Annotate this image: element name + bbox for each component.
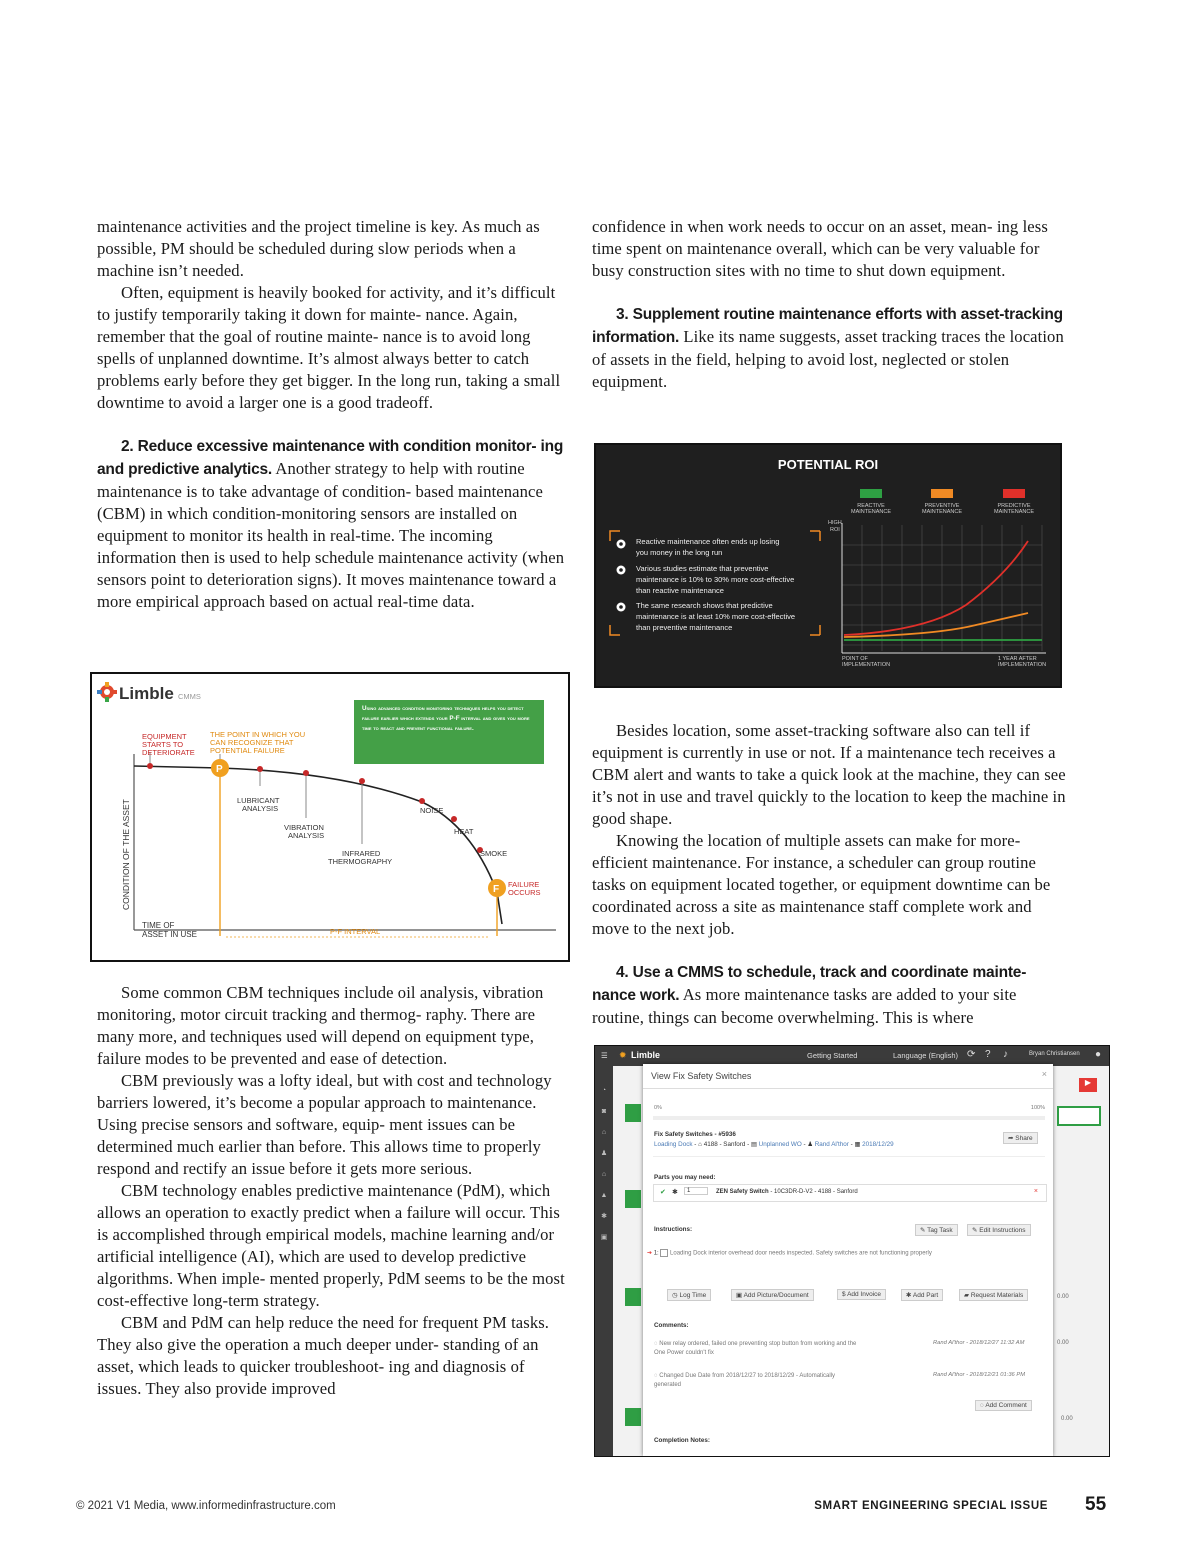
f-marker-label: F [493, 884, 500, 895]
add-invoice-button[interactable]: $ Add Invoice [837, 1289, 886, 1300]
task-location-link[interactable]: Loading Dock [654, 1141, 693, 1148]
equipment-label [142, 732, 195, 757]
instruction-row: ➔ 1: Loading Dock interior overhead door needs inspected. Safety switches are not functioning properly [647, 1250, 932, 1257]
svg-text:CAN RECOGNIZE THAT: CAN RECOGNIZE THAT [210, 738, 294, 747]
section-heading: 2. Reduce excessive maintenance with condition monitor- ing and predictive analytics. [97, 438, 564, 478]
right-column-middle [592, 720, 1066, 1029]
svg-text:than preventive maintenance: than preventive maintenance [636, 623, 733, 632]
youtube-icon[interactable]: ▶ [1079, 1078, 1097, 1092]
part-row [653, 1184, 1047, 1202]
bg-value: 0.00 [1061, 1416, 1073, 1422]
comment-icon: ◌ [654, 1341, 658, 1347]
point [451, 816, 457, 822]
paragraph: CBM technology enables predictive maintenance (PdM), which allows an operation to exactly predict when a failure will occur. This is accomplished through empirical models, machine learning and/or artificial intelligence (AI), which are used to develop predictive algorithms. When imple- mented properly, PdM seems to be the most cost-effective long-term strategy. [97, 1181, 565, 1310]
x-axis-label-2: ASSET IN USE [142, 930, 197, 939]
section-4-paragraph [592, 961, 1066, 1029]
add-part-button[interactable]: ✱ Add Part [901, 1289, 943, 1301]
roi-x-start: POINT OF [842, 656, 868, 662]
infrared-label: INFRARED [342, 849, 381, 858]
failure-label [508, 880, 541, 897]
point [147, 763, 153, 769]
user-icon[interactable]: ● [1095, 1049, 1102, 1060]
progress-end: 100% [1030, 1105, 1045, 1111]
svg-text:FAILURE: FAILURE [508, 880, 540, 889]
roi-bullet-2: Various studies estimate that preventive [636, 564, 769, 573]
y-axis-label: CONDITION OF THE ASSET [121, 799, 131, 910]
task-user: Rand Al'thor [814, 1141, 849, 1148]
legend-predictive-swatch [1003, 489, 1025, 498]
svg-text:IMPLEMENTATION: IMPLEMENTATION [998, 662, 1047, 668]
legend-reactive: REACTIVE [857, 503, 885, 509]
svg-text:MAINTENANCE: MAINTENANCE [921, 509, 963, 515]
paragraph: CBM previously was a lofty ideal, but with cost and technology barriers lowered, it’s become a popular approach to maintenance. Using precise sensors and software, equip- ment issues can be determined much earlier than before. This allows time to properly respond and rectify an issue before it gets more serious. [97, 1071, 552, 1178]
bg-search-box [1057, 1106, 1101, 1126]
tag-task-button[interactable]: ✎ Tag Task [915, 1224, 958, 1236]
task-date: 2018/12/29 [862, 1141, 894, 1148]
paragraph: Often, equipment is heavily booked for activity, and it’s difficult to justify temporarily taking it down for mainte- nance. Again, remember that the goal of routine mainte- nance is to avoid long spells of unplanned downtime. It’s almost always better to catch problems early before they get bigger. In the long run, taking a small downtime to avoid a larger one is a good tradeoff. [97, 283, 561, 412]
svg-text:maintenance is 10% to 30% more: maintenance is 10% to 30% more cost-effective [636, 575, 795, 584]
vibration-label: VIBRATION [284, 823, 324, 832]
sidebar-item-assets-icon[interactable]: ◙ [601, 1108, 607, 1115]
left-column-top [97, 216, 569, 613]
bg-card-green [625, 1408, 641, 1426]
svg-text:ROI: ROI [830, 527, 840, 533]
limble-logo-icon: ✹ [619, 1050, 627, 1060]
task-type: Unplanned WO [758, 1141, 802, 1148]
svg-text:IMPLEMENTATION: IMPLEMENTATION [842, 662, 891, 668]
page-number: 55 [1085, 1494, 1107, 1515]
svg-text:DETERIORATE: DETERIORATE [142, 748, 195, 757]
right-column-top [592, 216, 1066, 393]
series-predictive [844, 541, 1028, 635]
svg-text:THE POINT IN WHICH YOU: THE POINT IN WHICH YOU [210, 730, 306, 739]
app-sidebar [595, 1066, 613, 1456]
sidebar-item-home-icon[interactable]: ⌂ [601, 1129, 607, 1136]
paragraph-text: As more maintenance tasks are added to your site routine, things can become overwhelming. This is where [592, 985, 1017, 1027]
user-icon: ♟ [807, 1141, 813, 1148]
roi-figure [594, 443, 1062, 688]
remove-part-icon[interactable]: × [1033, 1188, 1038, 1195]
roi-y-label: HIGH [828, 520, 842, 526]
point [419, 798, 425, 804]
instruction-text: Loading Dock interior overhead door needs inspected. Safety switches are not functioning properly [670, 1250, 932, 1257]
svg-text:you money in the long run: you money in the long run [636, 548, 723, 557]
comments-label: Comments: [654, 1322, 689, 1329]
app-top-bar [595, 1046, 1109, 1066]
paragraph: Knowing the location of multiple assets can make for more-efficient maintenance. For instance, a scheduler can group routine tasks on equipment located together, or equipment downtime can be coordinated across a site as maintenance staff complete work and move to the next job. [592, 831, 1051, 938]
svg-text:STARTS TO: STARTS TO [142, 740, 184, 749]
part-quantity-input[interactable]: 1 [684, 1187, 708, 1195]
point [257, 766, 263, 772]
svg-text:ANALYSIS: ANALYSIS [288, 831, 325, 840]
app-brand: Limble [631, 1050, 661, 1060]
getting-started-link[interactable]: Getting Started [807, 1051, 858, 1060]
gear-icon[interactable]: ✱ [672, 1189, 678, 1196]
home-icon: ⌂ [698, 1141, 702, 1148]
roi-x-end: 1 YEAR AFTER [998, 656, 1037, 662]
paragraph: Besides location, some asset-tracking software also can tell if equipment is currently in use or not. If a maintenance tech receives a CBM alert and wants to take a quick look at the machine, they can see it’s not in use and travel quickly to the location to keep the machine in good shape. [592, 721, 1066, 828]
footer-copyright: © 2021 V1 Media, www.informedinfrastructure.com [76, 1500, 336, 1512]
roi-chart [596, 445, 1060, 686]
bg-value: 0.00 [1057, 1340, 1069, 1346]
arrow-icon: ➔ [647, 1250, 653, 1257]
task-modal [643, 1064, 1053, 1456]
svg-text:than reactive maintenance: than reactive maintenance [636, 586, 724, 595]
sidebar-item-users-icon[interactable]: ♟ [600, 1150, 608, 1157]
p-marker-label: P [216, 764, 223, 775]
svg-text:EQUIPMENT: EQUIPMENT [142, 732, 187, 741]
lubricant-label: LUBRICANT [237, 796, 280, 805]
pf-curve-chart [92, 674, 568, 960]
completion-notes-label: Completion Notes: [654, 1437, 710, 1444]
paragraph-text: Another strategy to help with routine maintenance is to take advantage of condition- based maintenance (CBM) in which condition-monitoring sensors are installed on equipment to monitor its health in real-time. The incoming information then is used to help schedule maintenance activity (when sensors point to deterioration signs). It moves maintenance toward a more empirical approach based on actual real-time data. [97, 459, 565, 611]
task-meta: Loading Dock - ⌂ 4188 - Sanford - ▤ Unplanned WO - ♟ Rand Al'thor - ▦ 2018/12/29 [654, 1141, 894, 1148]
section-heading: 4. Use a CMMS to schedule, track and coordinate mainte- nance work. [592, 964, 1027, 1004]
task-asset: 4188 - Sanford [703, 1141, 746, 1148]
instructions-label: Instructions: [654, 1226, 693, 1233]
menu-icon[interactable]: ☰ [601, 1051, 608, 1060]
legend-preventive: PREVENTIVE [924, 503, 960, 509]
comment-2-meta: Rand Al'thor - 2018/12/21 01:36 PM [933, 1372, 1026, 1378]
request-materials-button[interactable]: ▰ Request Materials [959, 1289, 1028, 1301]
point [359, 778, 365, 784]
instruction-checkbox[interactable] [660, 1249, 668, 1257]
help-icon[interactable]: ? [985, 1049, 991, 1060]
roi-bullet-1: Reactive maintenance often ends up losing [636, 537, 780, 546]
language-select[interactable]: Language (English) [893, 1051, 959, 1060]
callout-text: Using advanced condition monitoring techniques helps you detect failure earlier which extends your P-F interval and gives you more time to react and prevent functional failure. [362, 705, 530, 732]
share-button[interactable]: ➦ Share [1003, 1132, 1038, 1144]
log-time-button[interactable]: ◷ Log Time [667, 1289, 711, 1301]
bg-card-green [625, 1104, 641, 1122]
paragraph: CBM and PdM can help reduce the need for frequent PM tasks. They also give the operation a much deeper under- standing of an asset, which leads to quicker troubleshoot- ing and diagnosis of issues. They also provide improved [97, 1313, 550, 1398]
comment-icon: ◌ [654, 1373, 658, 1379]
bg-value: 0.00 [1057, 1294, 1069, 1300]
roi-bullet-3: The same research shows that predictive [636, 601, 773, 610]
left-column-bottom [97, 982, 569, 1400]
noise-label: NOISE [420, 806, 444, 815]
point-label [210, 730, 305, 755]
add-comment-button[interactable]: ◌ Add Comment [975, 1400, 1032, 1411]
document-icon: ▤ [750, 1141, 757, 1148]
add-picture-button[interactable]: ▣ Add Picture/Document [731, 1289, 814, 1301]
refresh-icon[interactable]: ⟳ [967, 1049, 976, 1060]
edit-instructions-button[interactable]: ✎ Edit Instructions [967, 1224, 1031, 1236]
cmms-screenshot [594, 1045, 1110, 1457]
svg-text:maintenance is at least 10% mo: maintenance is at least 10% more cost-effective [636, 612, 796, 621]
comment-1-meta: Rand Al'thor - 2018/12/27 11:32 AM [933, 1340, 1025, 1346]
pf-curve [134, 766, 502, 924]
progress-bar [653, 1116, 1045, 1120]
svg-text:MAINTENANCE: MAINTENANCE [850, 509, 892, 515]
legend-predictive: PREDICTIVE [997, 503, 1031, 509]
logo-suffix: CMMS [178, 692, 201, 701]
section-2-paragraph [97, 435, 569, 613]
task-title: Fix Safety Switches - #5936 [654, 1131, 736, 1138]
svg-text:MAINTENANCE: MAINTENANCE [993, 509, 1035, 515]
bg-card-green [625, 1190, 641, 1208]
svg-text:OCCURS: OCCURS [508, 888, 541, 897]
x-axis-label-1: TIME OF [142, 921, 175, 930]
paragraph: confidence in when work needs to occur on an asset, mean- ing less time spent on maintenance overall, which can be very valuable for busy construction sites with no time to shut down equipment. [592, 217, 1048, 280]
smoke-label: SMOKE [480, 849, 508, 858]
sidebar-item-settings-icon[interactable]: ✱ [601, 1213, 607, 1220]
close-icon[interactable]: × [1041, 1069, 1047, 1079]
section-3-paragraph [592, 303, 1066, 393]
check-icon[interactable]: ✔ [660, 1189, 666, 1196]
progress-start: 0% [654, 1105, 662, 1111]
legend-preventive-swatch [931, 489, 953, 498]
modal-title: View Fix Safety Switches [651, 1071, 752, 1081]
svg-text:THERMOGRAPHY: THERMOGRAPHY [328, 857, 393, 866]
paragraph-text: Like its name suggests, asset tracking traces the location of assets in the field, helping to avoid lost, neglected or stolen equipment. [592, 327, 1064, 391]
limble-logo-icon [97, 682, 117, 702]
parts-label: Parts you may need: [654, 1174, 716, 1181]
svg-text:ANALYSIS: ANALYSIS [242, 804, 279, 813]
part-name: ZEN Safety Switch - 10C3DR-D-V2 - 4188 - Sanford [716, 1189, 858, 1195]
logo-text: Limble [119, 684, 174, 703]
section-heading: 3. Supplement routine maintenance efforts with asset-tracking information. [592, 306, 1063, 346]
svg-text:POTENTIAL FAILURE: POTENTIAL FAILURE [210, 746, 285, 755]
pf-interval-label: P-F INTERVAL [330, 927, 381, 936]
sidebar-item-camera-icon[interactable]: ▣ [600, 1234, 608, 1241]
bg-card-green [625, 1288, 641, 1306]
legend-reactive-swatch [860, 489, 882, 498]
comment-1: ◌ New relay ordered, failed one preventing stop button from working and the One Power couldn't fix [654, 1341, 857, 1356]
point [303, 770, 309, 776]
sidebar-item-dashboard-icon[interactable]: ◔ [601, 1087, 607, 1094]
sidebar-item-alerts-icon[interactable]: ▲ [600, 1192, 608, 1199]
sidebar-item-locations-icon[interactable]: ⌂ [601, 1171, 607, 1178]
footer-issue: SMART ENGINEERING SPECIAL ISSUE [814, 1500, 1048, 1512]
paragraph: Some common CBM techniques include oil analysis, vibration monitoring, motor circuit tracking and thermog- raphy. There are many more, and techniques used will depend on equipment type, failure modes to be prevented and ease of detection. [97, 983, 544, 1068]
bell-icon[interactable]: ♪ [1003, 1049, 1008, 1060]
heat-label: HEAT [454, 827, 474, 836]
user-menu[interactable]: Bryan Christiansen [1029, 1051, 1080, 1057]
comment-2: ◌ Changed Due Date from 2018/12/27 to 2018/12/29 - Automatically generated [654, 1373, 836, 1388]
paragraph: maintenance activities and the project timeline is key. As much as possible, PM should be scheduled during slow periods when a machine isn’t needed. [97, 217, 540, 280]
pf-curve-figure [90, 672, 570, 962]
roi-title: POTENTIAL ROI [777, 457, 879, 472]
calendar-icon: ▦ [854, 1141, 861, 1148]
